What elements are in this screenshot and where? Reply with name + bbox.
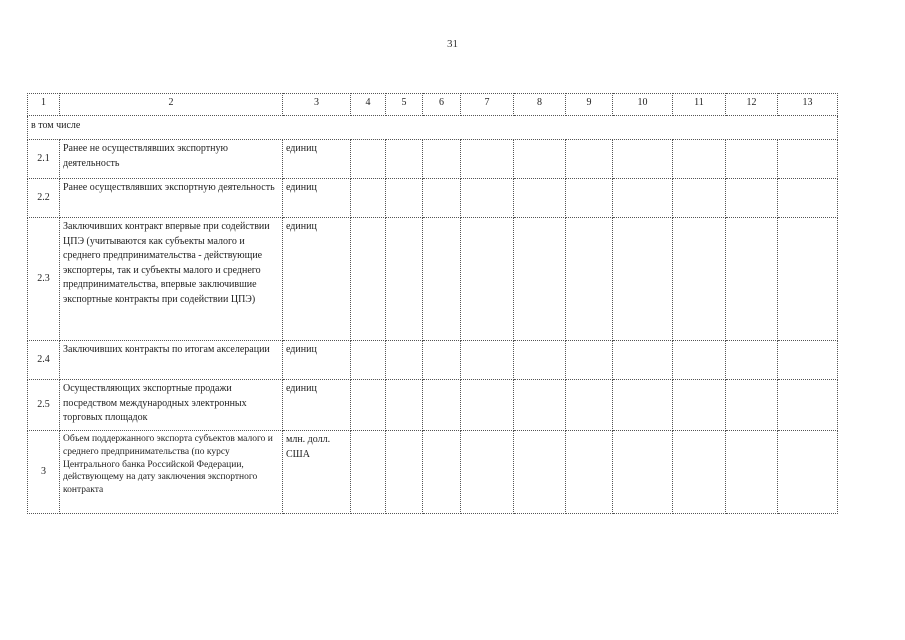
value-cell bbox=[566, 431, 613, 514]
indicator-name: Ранее осуществлявших экспортную деятельность bbox=[60, 179, 283, 218]
value-cell bbox=[386, 431, 423, 514]
value-cell bbox=[726, 341, 778, 380]
unit-cell: единиц bbox=[283, 140, 351, 179]
header-cell: 4 bbox=[351, 94, 386, 116]
value-cell bbox=[386, 179, 423, 218]
unit-cell: единиц bbox=[283, 179, 351, 218]
header-cell: 13 bbox=[778, 94, 838, 116]
value-cell bbox=[613, 140, 673, 179]
value-cell bbox=[778, 341, 838, 380]
value-cell bbox=[726, 380, 778, 431]
value-cell bbox=[726, 431, 778, 514]
value-cell bbox=[351, 179, 386, 218]
header-cell: 5 bbox=[386, 94, 423, 116]
value-cell bbox=[566, 380, 613, 431]
value-cell bbox=[423, 341, 461, 380]
value-cell bbox=[386, 140, 423, 179]
row-number: 3 bbox=[28, 431, 60, 514]
value-cell bbox=[514, 140, 566, 179]
value-cell bbox=[613, 431, 673, 514]
table-row bbox=[28, 380, 838, 431]
table-row bbox=[28, 218, 838, 341]
value-cell bbox=[423, 140, 461, 179]
unit-cell: единиц bbox=[283, 341, 351, 380]
value-cell bbox=[351, 140, 386, 179]
value-cell bbox=[514, 431, 566, 514]
value-cell bbox=[726, 218, 778, 341]
value-cell bbox=[778, 140, 838, 179]
indicator-name: Заключивших контракт впервые при содействии ЦПЭ (учитываются как субъекты малого и среднего предпринимательства - действующие экспортеры, так и субъекты малого и среднего предпринимательства, впервые заключившие экспортные контракты при содействии ЦПЭ) bbox=[60, 218, 283, 341]
value-cell bbox=[778, 218, 838, 341]
value-cell bbox=[423, 431, 461, 514]
value-cell bbox=[461, 380, 514, 431]
table-row bbox=[28, 341, 838, 380]
value-cell bbox=[566, 179, 613, 218]
header-cell: 1 bbox=[28, 94, 60, 116]
value-cell bbox=[726, 140, 778, 179]
value-cell bbox=[514, 341, 566, 380]
header-cell: 11 bbox=[673, 94, 726, 116]
value-cell bbox=[566, 140, 613, 179]
value-cell bbox=[423, 380, 461, 431]
unit-cell: млн. долл. США bbox=[283, 431, 351, 514]
value-cell bbox=[461, 179, 514, 218]
value-cell bbox=[351, 431, 386, 514]
value-cell bbox=[726, 179, 778, 218]
value-cell bbox=[673, 140, 726, 179]
header-cell: 8 bbox=[514, 94, 566, 116]
value-cell bbox=[514, 218, 566, 341]
value-cell bbox=[673, 380, 726, 431]
subheading: в том числе bbox=[28, 116, 838, 140]
value-cell bbox=[673, 341, 726, 380]
header-cell: 2 bbox=[60, 94, 283, 116]
table-row bbox=[28, 179, 838, 218]
header-cell: 7 bbox=[461, 94, 514, 116]
value-cell bbox=[613, 380, 673, 431]
value-cell bbox=[351, 341, 386, 380]
header-cell: 3 bbox=[283, 94, 351, 116]
indicators-table bbox=[27, 93, 838, 514]
value-cell bbox=[514, 179, 566, 218]
row-number: 2.5 bbox=[28, 380, 60, 431]
indicator-name: Объем поддержанного экспорта субъектов малого и среднего предпринимательства (по курсу Центрального банка Российской Федерации, действующему на дату заключения экспортного контракта bbox=[60, 431, 283, 514]
value-cell bbox=[613, 341, 673, 380]
value-cell bbox=[566, 218, 613, 341]
value-cell bbox=[778, 431, 838, 514]
header-cell: 9 bbox=[566, 94, 613, 116]
subheading-row bbox=[28, 116, 838, 140]
value-cell bbox=[778, 179, 838, 218]
value-cell bbox=[514, 380, 566, 431]
value-cell bbox=[673, 218, 726, 341]
table-row bbox=[28, 140, 838, 179]
value-cell bbox=[613, 218, 673, 341]
value-cell bbox=[461, 341, 514, 380]
indicator-name: Ранее не осуществлявших экспортную деятельность bbox=[60, 140, 283, 179]
value-cell bbox=[778, 380, 838, 431]
row-number: 2.3 bbox=[28, 218, 60, 341]
value-cell bbox=[423, 179, 461, 218]
value-cell bbox=[461, 140, 514, 179]
unit-cell: единиц bbox=[283, 218, 351, 341]
column-number-row bbox=[28, 94, 838, 116]
value-cell bbox=[351, 380, 386, 431]
row-number: 2.4 bbox=[28, 341, 60, 380]
value-cell bbox=[673, 179, 726, 218]
value-cell bbox=[613, 179, 673, 218]
value-cell bbox=[351, 218, 386, 341]
value-cell bbox=[673, 431, 726, 514]
header-cell: 10 bbox=[613, 94, 673, 116]
header-cell: 12 bbox=[726, 94, 778, 116]
value-cell bbox=[461, 431, 514, 514]
value-cell bbox=[461, 218, 514, 341]
row-number: 2.2 bbox=[28, 179, 60, 218]
table-row bbox=[28, 431, 838, 514]
value-cell bbox=[566, 341, 613, 380]
indicator-name: Заключивших контракты по итогам акселерации bbox=[60, 341, 283, 380]
value-cell bbox=[386, 380, 423, 431]
row-number: 2.1 bbox=[28, 140, 60, 179]
unit-cell: единиц bbox=[283, 380, 351, 431]
value-cell bbox=[386, 218, 423, 341]
page-number: 31 bbox=[447, 38, 458, 50]
value-cell bbox=[423, 218, 461, 341]
indicator-name: Осуществляющих экспортные продажи посредством международных электронных торговых площадок bbox=[60, 380, 283, 431]
value-cell bbox=[386, 341, 423, 380]
header-cell: 6 bbox=[423, 94, 461, 116]
